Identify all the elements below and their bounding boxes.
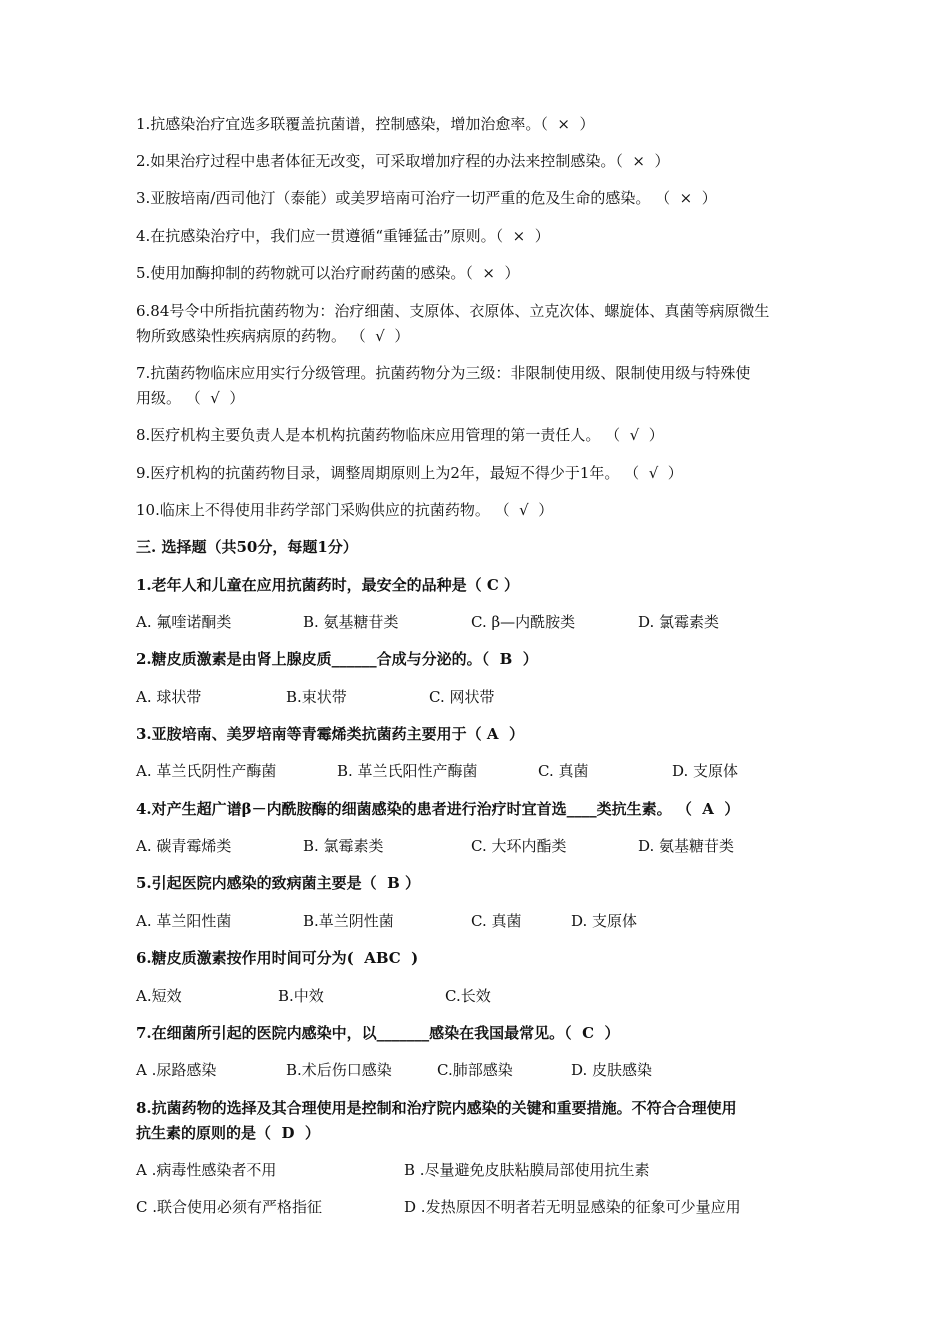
mc-7-option-b: B.术后伤口感染	[286, 1061, 392, 1079]
mc-5-option-c: C. 真菌	[471, 912, 522, 930]
mc-2-option-c: C. 网状带	[429, 688, 495, 706]
tf-item-5: 5.使用加酶抑制的药物就可以治疗耐药菌的感染。（ × ）	[136, 264, 520, 282]
mc-5-option-b: B.革兰阴性菌	[303, 912, 394, 930]
mc-question-7: 7.在细菌所引起的医院内感染中，以_______感染在我国最常见。（ C ）	[136, 1024, 620, 1042]
tf-item-1: 1.抗感染治疗宜选多联覆盖抗菌谱，控制感染，增加治愈率。（ × ）	[136, 115, 595, 133]
mc-8-option-b: B .尽量避免皮肤粘膜局部使用抗生素	[404, 1161, 650, 1179]
mc-question-8-line2: 抗生素的原则的是（ D ）	[136, 1124, 320, 1142]
tf-item-9: 9.医疗机构的抗菌药物目录，调整周期原则上为2年，最短不得少于1年。 （ √ ）	[136, 464, 683, 482]
mc-5-option-a: A. 革兰阳性菌	[136, 912, 232, 930]
tf-item-8: 8.医疗机构主要负责人是本机构抗菌药物临床应用管理的第一责任人。 （ √ ）	[136, 426, 664, 444]
mc-question-1: 1.老年人和儿童在应用抗菌药时，最安全的品种是（ C ）	[136, 576, 520, 594]
tf-item-6-line2: 物所致感染性疾病病原的药物。 （ √ ）	[136, 327, 410, 345]
tf-item-4: 4.在抗感染治疗中，我们应一贯遵循“重锤猛击”原则。（ × ）	[136, 227, 550, 245]
mc-1-option-b: B. 氨基糖苷类	[303, 613, 399, 631]
mc-1-option-c: C. β—内酰胺类	[471, 613, 576, 631]
mc-1-option-d: D. 氯霉素类	[638, 613, 720, 631]
mc-8-option-a: A .病毒性感染者不用	[136, 1161, 277, 1179]
mc-2-option-a: A. 球状带	[136, 688, 202, 706]
mc-6-option-b: B.中效	[278, 987, 324, 1005]
mc-3-option-c: C. 真菌	[538, 762, 589, 780]
mc-2-option-b: B.束状带	[286, 688, 347, 706]
mc-1-option-a: A. 氟喹诺酮类	[136, 613, 232, 631]
mc-question-4: 4.对产生超广谱β－内酰胺酶的细菌感染的患者进行治疗时宜首选____类抗生素。 （ A ）	[136, 800, 740, 818]
tf-item-10: 10.临床上不得使用非药学部门采购供应的抗菌药物。 （ √ ）	[136, 501, 554, 519]
mc-question-6: 6.糖皮质激素按作用时间可分为( ABC )	[136, 949, 419, 967]
mc-question-5: 5.引起医院内感染的致病菌主要是（ B ）	[136, 874, 421, 892]
tf-item-3: 3.亚胺培南/西司他汀（泰能）或美罗培南可治疗一切严重的危及生命的感染。 （ × ）	[136, 189, 717, 207]
mc-8-option-d: D .发热原因不明者若无明显感染的征象可少量应用	[404, 1198, 741, 1216]
mc-6-option-c: C.长效	[445, 987, 491, 1005]
tf-item-2: 2.如果治疗过程中患者体征无改变，可采取增加疗程的办法来控制感染。（ × ）	[136, 152, 670, 170]
mc-5-option-d: D. 支原体	[571, 912, 638, 930]
mc-4-option-a: A. 碳青霉烯类	[136, 837, 232, 855]
mc-4-option-b: B. 氯霉素类	[303, 837, 384, 855]
section-3-heading: 三. 选择题（共50分，每题1分）	[136, 538, 358, 556]
mc-8-option-c: C .联合使用必须有严格指征	[136, 1198, 323, 1216]
tf-item-7-line2: 用级。 （ √ ）	[136, 389, 245, 407]
mc-7-option-a: A .尿路感染	[136, 1061, 217, 1079]
mc-question-8-line1: 8.抗菌药物的选择及其合理使用是控制和治疗院内感染的关键和重要措施。不符合合理使用	[136, 1099, 737, 1117]
mc-3-option-d: D. 支原体	[672, 762, 739, 780]
mc-3-option-a: A. 革兰氏阴性产酶菌	[136, 762, 277, 780]
tf-item-7-line1: 7.抗菌药物临床应用实行分级管理。抗菌药物分为三级：非限制使用级、限制使用级与特殊使	[136, 364, 751, 382]
tf-item-6-line1: 6.84号令中所指抗菌药物为：治疗细菌、支原体、衣原体、立克次体、螺旋体、真菌等病原微生	[136, 302, 770, 320]
mc-question-3: 3.亚胺培南、美罗培南等青霉烯类抗菌药主要用于（ A ）	[136, 725, 524, 743]
mc-4-option-d: D. 氨基糖苷类	[638, 837, 735, 855]
mc-6-option-a: A.短效	[136, 987, 182, 1005]
mc-7-option-c: C.肺部感染	[437, 1061, 513, 1079]
mc-7-option-d: D. 皮肤感染	[571, 1061, 653, 1079]
mc-4-option-c: C. 大环内酯类	[471, 837, 567, 855]
mc-3-option-b: B. 革兰氏阳性产酶菌	[337, 762, 478, 780]
mc-question-2: 2.糖皮质激素是由肾上腺皮质______合成与分泌的。（ B ）	[136, 650, 538, 668]
